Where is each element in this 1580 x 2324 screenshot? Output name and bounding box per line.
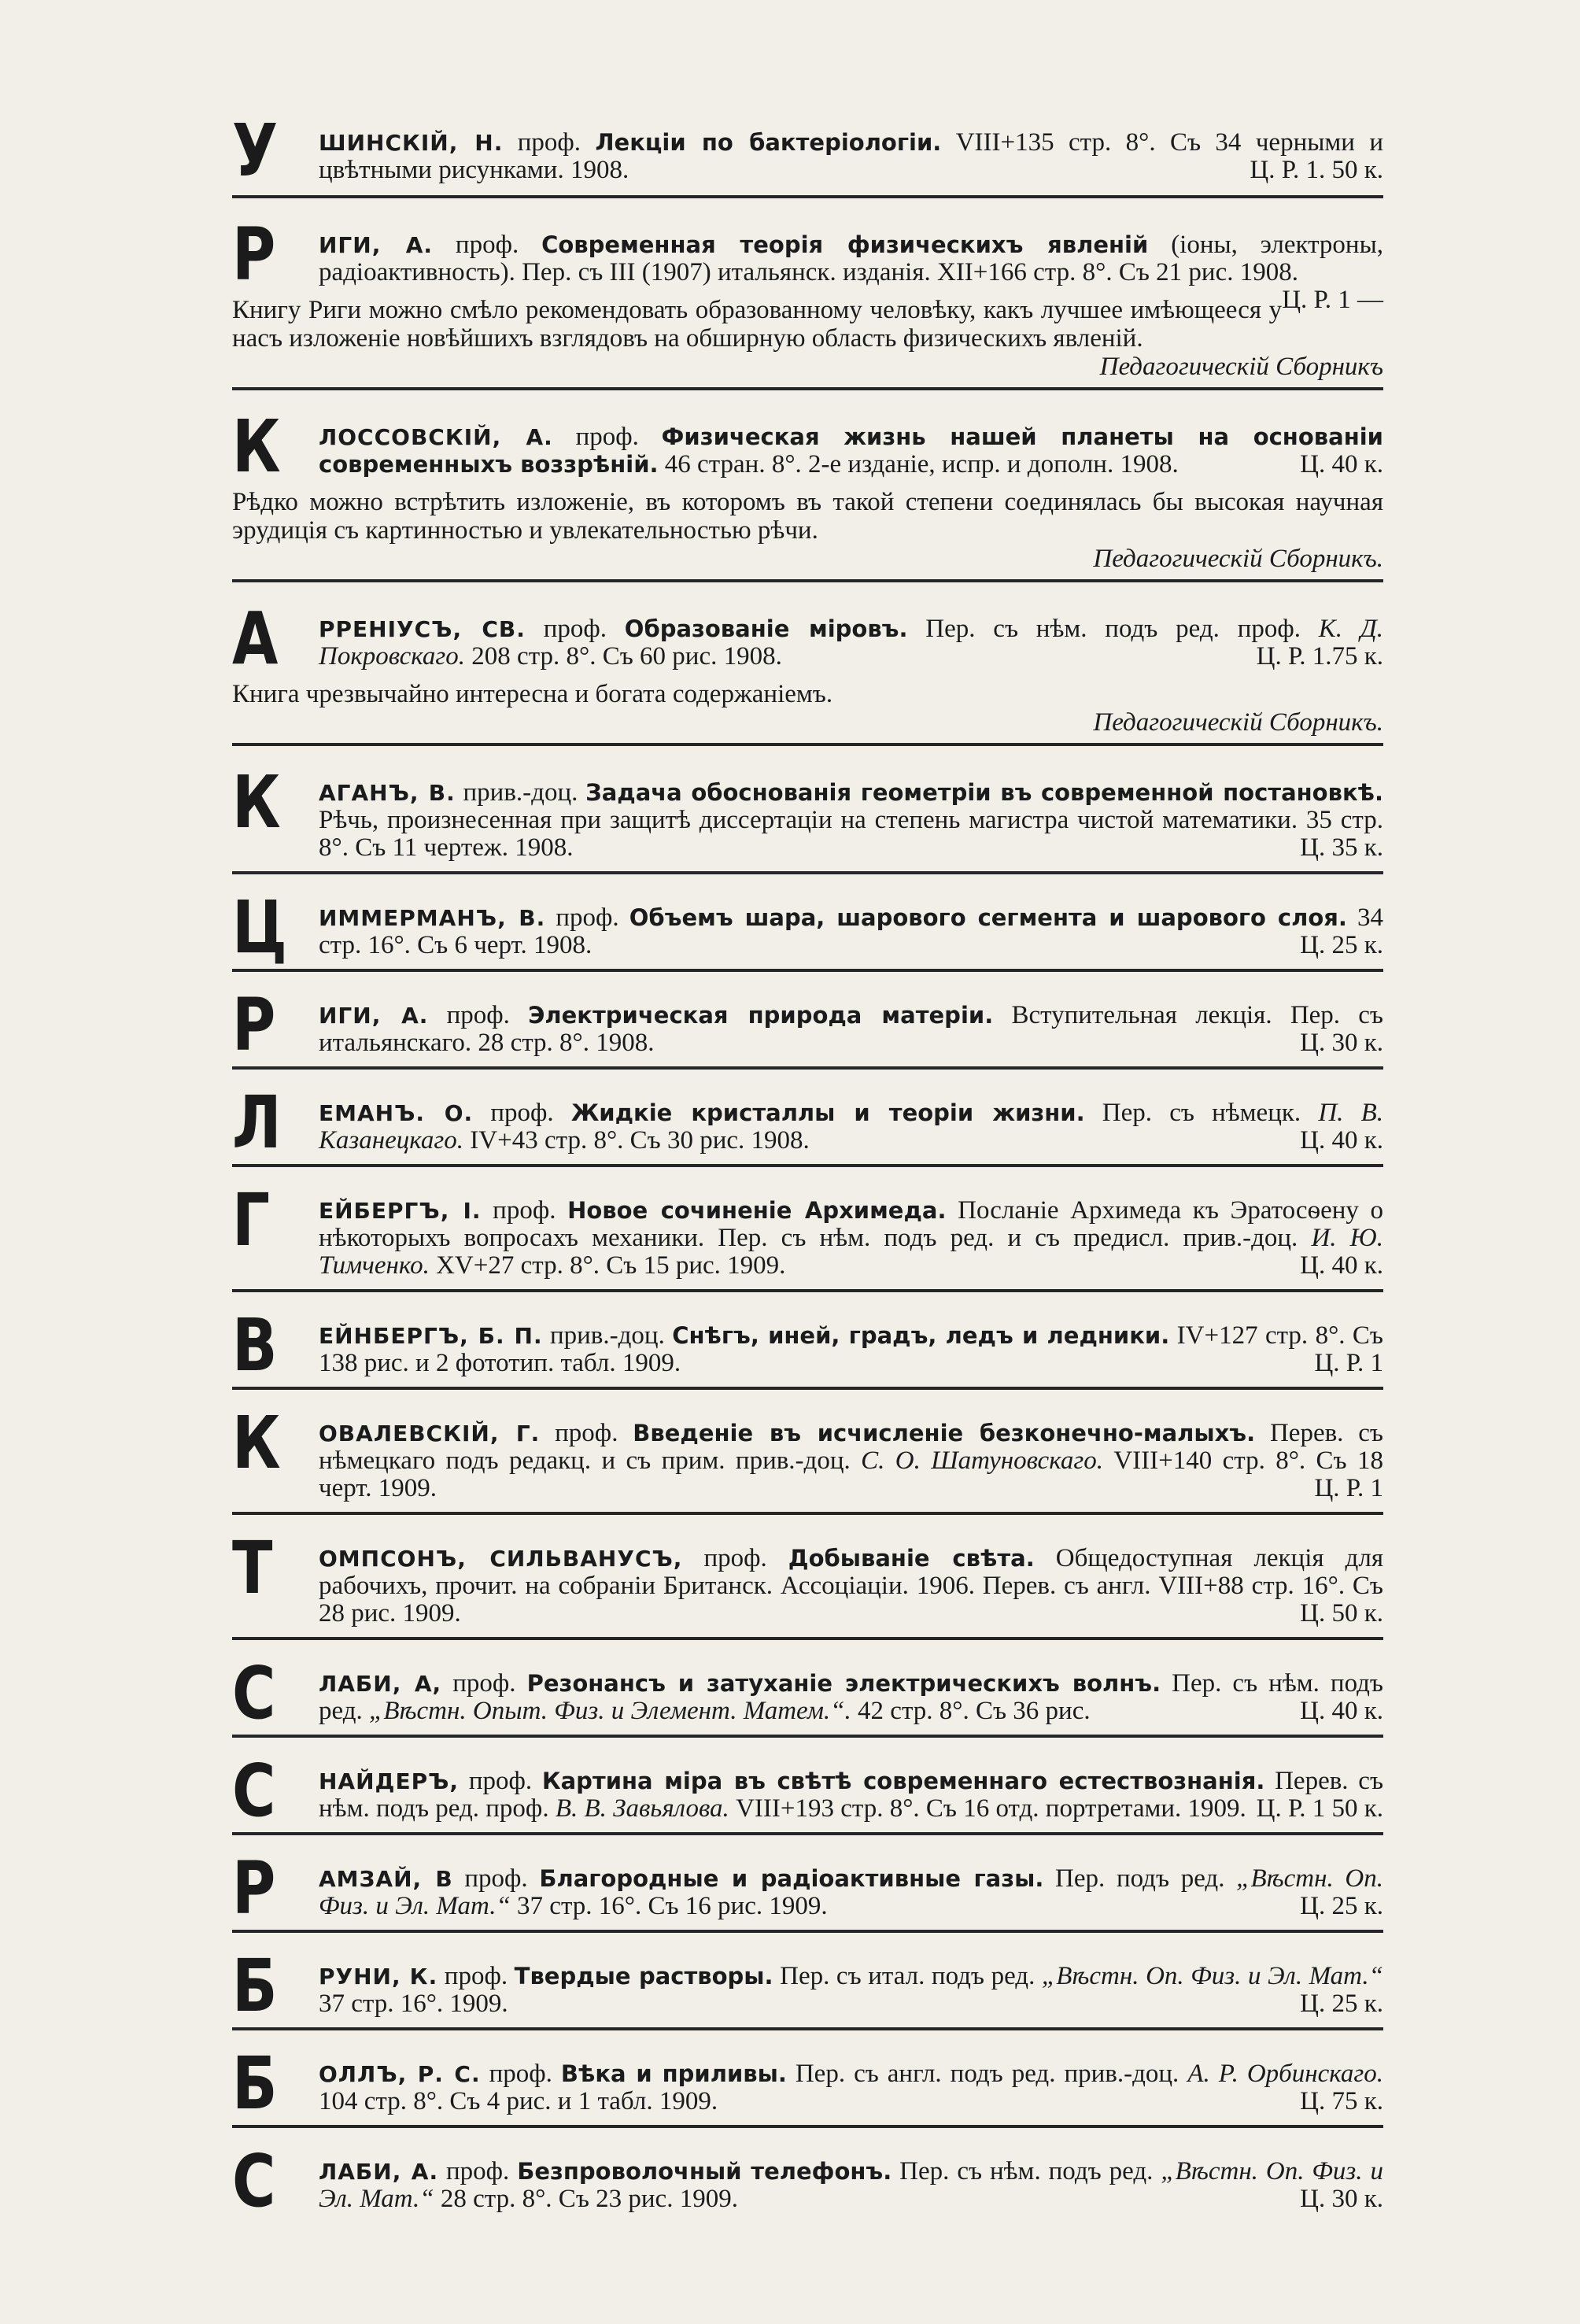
price: Ц. Р. 1. 50 к.: [1250, 156, 1383, 184]
journal-name: „Вѣстн. Оп. Физ. и Эл. Мат.“: [1041, 1962, 1383, 1990]
review-text: Рѣдко можно встрѣтить изложеніе, въ которомъ въ такой степени соединялась бы высокая научная эрудиція съ картинностью и увлекательностью рѣчи. Педагогическій Сборникъ.: [232, 488, 1383, 573]
author-name: ШИНСКІЙ, Н.: [319, 130, 504, 156]
book-title: Резонансъ и затуханіе электрическихъ волнъ.: [526, 1670, 1161, 1697]
price: Ц. Р. 1.75 к.: [1256, 642, 1383, 671]
drop-initial: К: [232, 405, 281, 489]
price: Ц. 25 к.: [1300, 1892, 1383, 1920]
author-name: ОВАЛЕВСКІЙ, Г.: [319, 1421, 541, 1446]
drop-initial: Р: [232, 983, 276, 1067]
book-title: Вѣка и приливы.: [560, 2060, 787, 2087]
catalog-entry: С НАЙДЕРЪ, проф. Картина міра въ свѣтѣ современнаго естествознанія. Перев. съ нѣм. подъ ред. проф. В. В. Завьялова. VIII+193 стр. 8°. Съ 16 отд. портретами. 1909. Ц. Р. 1 50 к.: [232, 1758, 1383, 1835]
price: Ц. 40 к.: [1300, 1126, 1383, 1155]
editor-name: В. В. Завьялова.: [555, 1794, 729, 1823]
price: Ц. 50 к.: [1300, 1599, 1383, 1628]
editor-name: А. Р. Орбинскаго.: [1187, 2060, 1383, 2088]
drop-initial: Р: [232, 1846, 276, 1931]
price: Ц. 25 к.: [1300, 1990, 1383, 2018]
author-name: ЕЙБЕРГЪ, І.: [319, 1198, 482, 1224]
drop-initial: Б: [232, 1944, 278, 2028]
price: Ц. Р. 1: [1314, 1474, 1383, 1502]
author-name: ОМПСОНЪ, СИЛЬВАНУСЪ,: [319, 1546, 683, 1572]
review-source: Педагогическій Сборникъ: [1099, 353, 1383, 381]
journal-name: „Вѣстн. Оп. Физ. и Эл. Мат.“: [319, 1864, 1384, 1920]
book-title: Физическая жизнь нашей планеты на основаніи современныхъ воззрѣній.: [319, 423, 1383, 478]
book-title: Современная теорія физическихъ явленій: [541, 231, 1149, 258]
author-name: ЛАБИ, А,: [319, 1671, 442, 1697]
book-title: Жидкіе кристаллы и теоріи жизни.: [570, 1099, 1085, 1126]
book-title: Задача обоснованія геометріи въ современной постановкѣ.: [585, 779, 1383, 806]
catalog-entry: Ц ИММЕРМАНЪ, В. проф. Объемъ шара, шарового сегмента и шарового слоя. 34 стр. 16°. Съ 6 черт. 1908. Ц. 25 к.: [232, 895, 1383, 972]
price: Ц. Р. 1: [1314, 1349, 1383, 1377]
drop-initial: С: [232, 2139, 276, 2223]
book-title: Твердые растворы.: [514, 1963, 773, 1990]
catalog-entry: К ОВАЛЕВСКІЙ, Г. проф. Введеніе въ исчисленіе безконечно-малыхъ. Перев. съ нѣмецкаго подъ редакц. и съ прим. прив.-доц. С. О. Шатуновскаго. VIII+140 стр. 8°. Съ 18 черт. 1909. Ц. Р. 1: [232, 1410, 1383, 1515]
price: Ц. 40 к.: [1300, 1697, 1383, 1725]
author-name: ОЛЛЪ, Р. С.: [319, 2061, 481, 2087]
drop-initial: К: [232, 760, 281, 844]
review-text: Книгу Риги можно смѣло рекомендовать образованному человѣку, какъ лучшее имѣющееся у насъ изложеніе новѣйшихъ взглядовъ на обширную область физическихъ явленій. Педагогическій Сборникъ: [232, 296, 1383, 381]
review-text: Книга чрезвычайно интересна и богата содержаніемъ. Педагогическій Сборникъ.: [232, 680, 1383, 737]
review-source: Педагогическій Сборникъ.: [1093, 545, 1383, 573]
catalog-entry: Р ИГИ, А. проф. Современная теорія физическихъ явленій (іоны, электроны, радіоактивность). Пер. съ III (1907) итальянск. изданія. XII+166 стр. 8°. Съ 21 рис. 1908. Ц. Р. 1 — Книгу Риги можно смѣло рекомендовать образованному человѣку, какъ лучшее имѣющееся у насъ изложеніе новѣйшихъ взглядовъ на обширную область физическихъ явленій. Педагогическій Сборникъ: [232, 222, 1383, 390]
drop-initial: С: [232, 1749, 276, 1833]
catalog-entry: Б ОЛЛЪ, Р. С. проф. Вѣка и приливы. Пер. съ англ. подъ ред. прив.-доц. А. Р. Орбинскаго. 104 стр. 8°. Съ 4 рис. и 1 табл. 1909. Ц. 75 к.: [232, 2051, 1383, 2128]
book-title: Благородные и радіоактивные газы.: [539, 1865, 1044, 1892]
drop-initial: Р: [232, 212, 276, 297]
price: Ц. 25 к.: [1300, 931, 1383, 959]
translator-name: П. В. Казанецкаго.: [319, 1099, 1383, 1155]
catalog-entry: Г ЕЙБЕРГЪ, І. проф. Новое сочиненіе Архимеда. Посланіе Архимеда къ Эратосѳену о нѣкоторыхъ вопросахъ механики. Пер. съ нѣм. подъ ред. и съ предисл. прив.-доц. И. Ю. Тимченко. XV+27 стр. 8°. Съ 15 рис. 1909. Ц. 40 к.: [232, 1188, 1383, 1292]
catalog-entry: С ЛАБИ, А. проф. Безпроволочный телефонъ. Пер. съ нѣм. подъ ред. „Вѣстн. Оп. Физ. и Эл. Мат.“ 28 стр. 8°. Съ 23 рис. 1909. Ц. 30 к.: [232, 2139, 1383, 2223]
price: Ц. 35 к.: [1300, 833, 1383, 862]
price: Ц. Р. 1 —: [1282, 286, 1383, 314]
journal-name: „Вѣстн. Опыт. Физ. и Элемент. Матем.“.: [369, 1697, 851, 1725]
author-name: РУНИ, К.: [319, 1964, 438, 1990]
catalog-entry: А РРЕНІУСЪ, СВ. проф. Образованіе міровъ. Пер. съ нѣм. подъ ред. проф. К. Д. Покровскаго. 208 стр. 8°. Съ 60 рис. 1908. Ц. Р. 1.75 к. Книга чрезвычайно интересна и богата содержаніемъ. Педагогическій Сборникъ.: [232, 606, 1383, 746]
drop-initial: С: [232, 1651, 276, 1735]
drop-initial: В: [232, 1303, 278, 1387]
catalog-entry: К АГАНЪ, В. прив.-доц. Задача обоснованія геометріи въ современной постановкѣ. Рѣчь, произнесенная при защитѣ диссертаціи на степень магистра чистой математики. 35 стр. 8°. Съ 11 чертеж. 1908. Ц. 35 к.: [232, 770, 1383, 874]
editor-name: С. О. Шатуновскаго.: [861, 1446, 1103, 1475]
book-title: Безпроволочный телефонъ.: [517, 2158, 892, 2185]
price: Ц. 40 к.: [1300, 450, 1383, 478]
book-title: Электрическая природа матеріи.: [528, 1002, 994, 1029]
author-name: АМЗАЙ, В: [319, 1866, 453, 1892]
catalog-entry: Р ИГИ, А. проф. Электрическая природа матеріи. Вступительная лекція. Пер. съ итальянскаго. 28 стр. 8°. 1908. Ц. 30 к.: [232, 992, 1383, 1070]
book-title: Введеніе въ исчисленіе безконечно-малыхъ.: [633, 1420, 1256, 1446]
drop-initial: Т: [232, 1526, 273, 1610]
book-title: Новое сочиненіе Архимеда.: [567, 1197, 947, 1224]
author-name: ИГИ, А.: [319, 232, 434, 258]
author-name: ЕЙНБЕРГЪ, Б. П.: [319, 1323, 543, 1349]
catalog-entry: Р АМЗАЙ, В проф. Благородные и радіоактивные газы. Пер. подъ ред. „Вѣстн. Оп. Физ. и Эл. Мат.“ 37 стр. 16°. Съ 16 рис. 1909. Ц. 25 к.: [232, 1856, 1383, 1933]
drop-initial: Г: [232, 1178, 271, 1262]
catalog-entry: К ЛОССОВСКІЙ, А. проф. Физическая жизнь нашей планеты на основаніи современныхъ воззрѣній. 46 стран. 8°. 2-е изданіе, испр. и дополн. 1908. Ц. 40 к. Рѣдко можно встрѣтить изложеніе, въ которомъ въ такой степени соединялась бы высокая научная эрудиція съ картинностью и увлекательностью рѣчи. Педагогическій Сборникъ.: [232, 414, 1383, 582]
drop-initial: Б: [232, 2041, 278, 2126]
price: Ц. 40 к.: [1300, 1251, 1383, 1280]
price: Ц. Р. 1 50 к.: [1256, 1794, 1383, 1823]
book-title: Объемъ шара, шарового сегмента и шарового слоя.: [629, 904, 1347, 931]
catalog-entry: У ШИНСКІЙ, Н. проф. Лекціи по бактеріологіи. VIII+135 стр. 8°. Съ 34 черными и цвѣтными рисунками. 1908. Ц. Р. 1. 50 к.: [232, 118, 1383, 198]
editor-name: И. Ю. Тимченко.: [319, 1224, 1383, 1280]
book-title: Снѣгъ, иней, градъ, ледъ и ледники.: [672, 1322, 1170, 1349]
price: Ц. 30 к.: [1300, 2185, 1383, 2213]
book-title: Лекціи по бактеріологіи.: [595, 129, 942, 156]
book-title: Образованіе міровъ.: [624, 615, 908, 642]
editor-name: К. Д. Покровскаго.: [319, 615, 1383, 671]
author-name: ЛАБИ, А.: [319, 2159, 439, 2185]
catalog-entry: Л ЕМАНЪ. О. проф. Жидкіе кристаллы и теоріи жизни. Пер. съ нѣмецк. П. В. Казанецкаго. IV+43 стр. 8°. Съ 30 рис. 1908. Ц. 40 к.: [232, 1090, 1383, 1167]
book-title: Картина міра въ свѣтѣ современнаго естествознанія.: [541, 1768, 1265, 1794]
catalog-entry: Б РУНИ, К. проф. Твердые растворы. Пер. съ итал. подъ ред. „Вѣстн. Оп. Физ. и Эл. Мат.“ 37 стр. 16°. 1909. Ц. 25 к.: [232, 1953, 1383, 2030]
author-name: ЛОССОВСКІЙ, А.: [319, 424, 553, 450]
catalog-entry: Т ОМПСОНЪ, СИЛЬВАНУСЪ, проф. Добываніе свѣта. Общедоступная лекція для рабочихъ, прочит. на собраніи Британск. Ассоціаціи. 1906. Перев. съ англ. VIII+88 стр. 16°. Съ 28 рис. 1909. Ц. 50 к.: [232, 1535, 1383, 1640]
journal-name: „Вѣстн. Оп. Физ. и Эл. Мат.“: [319, 2157, 1383, 2213]
price: Ц. 75 к.: [1300, 2087, 1383, 2115]
author-name: НАЙДЕРЪ,: [319, 1768, 460, 1794]
drop-initial: Л: [232, 1081, 282, 1165]
author-name: ЕМАНЪ. О.: [319, 1100, 474, 1126]
price: Ц. 30 к.: [1300, 1029, 1383, 1057]
author-name: РРЕНІУСЪ, СВ.: [319, 616, 526, 642]
drop-initial: У: [232, 109, 279, 193]
drop-initial: К: [232, 1401, 281, 1485]
author-name: ИГИ, А.: [319, 1003, 429, 1029]
book-title: Добываніе свѣта.: [788, 1545, 1035, 1572]
catalog-entry: С ЛАБИ, А, проф. Резонансъ и затуханіе электрическихъ волнъ. Пер. съ нѣм. подъ ред. „Вѣстн. Опыт. Физ. и Элемент. Матем.“. 42 стр. 8°. Съ 36 рис. Ц. 40 к.: [232, 1661, 1383, 1738]
drop-initial: Ц: [232, 885, 287, 970]
author-name: ИММЕРМАНЪ, В.: [319, 905, 546, 931]
drop-initial: А: [232, 597, 279, 681]
review-source: Педагогическій Сборникъ.: [1093, 708, 1383, 737]
catalog-entry: В ЕЙНБЕРГЪ, Б. П. прив.-доц. Снѣгъ, иней, градъ, ледъ и ледники. IV+127 стр. 8°. Съ 138 рис. и 2 фототип. табл. 1909. Ц. Р. 1: [232, 1313, 1383, 1390]
author-name: АГАНЪ, В.: [319, 780, 456, 806]
